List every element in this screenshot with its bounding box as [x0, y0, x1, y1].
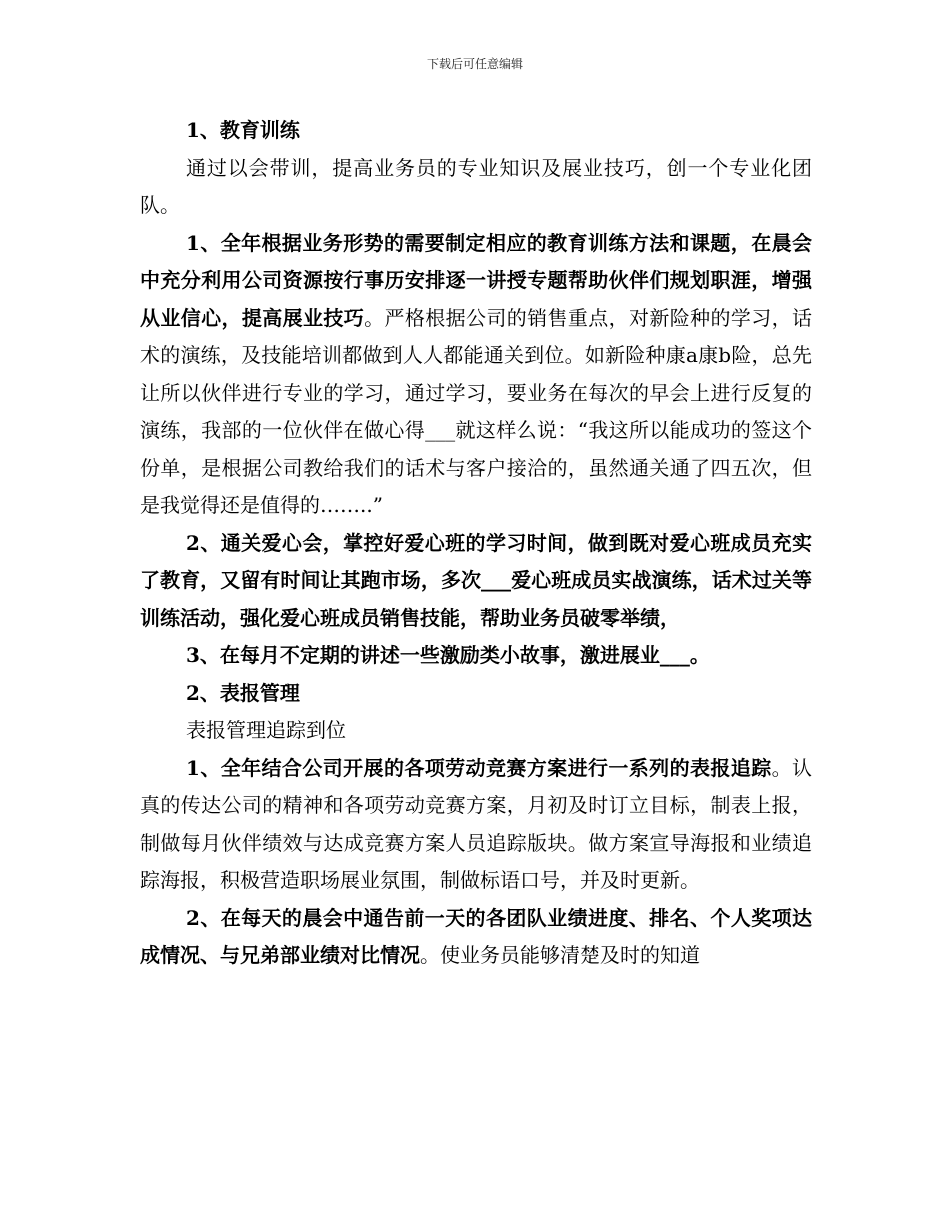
normal-text: 。认真的传达公司的精神和各项劳动竞赛方案，月初及时订立目标，制表上报，制做每月伙伴绩效与达成竞赛方案人员追踪版块。做方案宣导海报和业绩追踪海报，积极营造职场展业氛围，制做标语口号，并及时更新。 [140, 755, 812, 892]
bold-text: 1、全年根据业务形势的需要制定相应的教育训练方法和课题，在晨会中充分利用公司资源按行事历安排逐一讲授专题帮助伙伴们规划职涯，增强从业信心，提高展业技巧 [140, 230, 812, 330]
paragraph-intro [140, 150, 812, 225]
bold-text: 2、在每天的晨会中通告前一天的各团队业绩进度、排名、个人奖项达成情况、与兄弟部业绩对比情况 [140, 905, 812, 967]
bold-text: 1、全年结合公司开展的各项劳动竞赛方案进行一系列的表报追踪 [186, 755, 772, 780]
bold-text: 2、表报管理 [186, 680, 300, 705]
normal-text: 。使业务员能够清楚及时的知道 [420, 943, 700, 967]
normal-text: 。严格根据公司的销售重点，对新险种的学习，话术的演练，及技能培训都做到人人都能通关到位。如新险种康a康b险，总先让所以伙伴进行专业的学习，通过学习，要业务在每次的早会上进行反复的演练，我部的一位伙伴在做心得___就这样么说：“我这所以能成功的签这个份单，是根据公司教给我们的话术与客户接洽的，虽然通关通了四五次，但是我觉得还是值得的……..” [140, 305, 812, 517]
bold-text: 2、通关爱心会，掌控好爱心班的学习时间，做到既对爱心班成员充实了教育，又留有时间让其跑市场，多次___爱心班成员实战演练，话术过关等训练活动，强化爱心班成员销售技能，帮助业务员破零举绩， [140, 530, 812, 630]
paragraph-item-2 [140, 525, 812, 638]
paragraph-item-1 [140, 225, 812, 525]
page-header-note: 下载后可任意编辑 [426, 57, 523, 71]
normal-text: 通过以会带训，提高业务员的专业知识及展业技巧，创一个专业化团队。 [140, 155, 812, 217]
bold-text: 3、在每月不定期的讲述一些激励类小故事，激进展业___。 [186, 643, 710, 667]
paragraph-reports-item-1 [140, 750, 812, 900]
section-heading-education [140, 112, 812, 150]
bold-text: 1、教育训练 [186, 118, 300, 142]
paragraph-item-3 [140, 637, 812, 675]
document-body [140, 112, 812, 975]
paragraph-reports-item-2 [140, 900, 812, 975]
section-heading-reports [140, 675, 812, 713]
paragraph-reports-intro [140, 712, 812, 750]
normal-text: 表报管理追踪到位 [186, 718, 346, 742]
